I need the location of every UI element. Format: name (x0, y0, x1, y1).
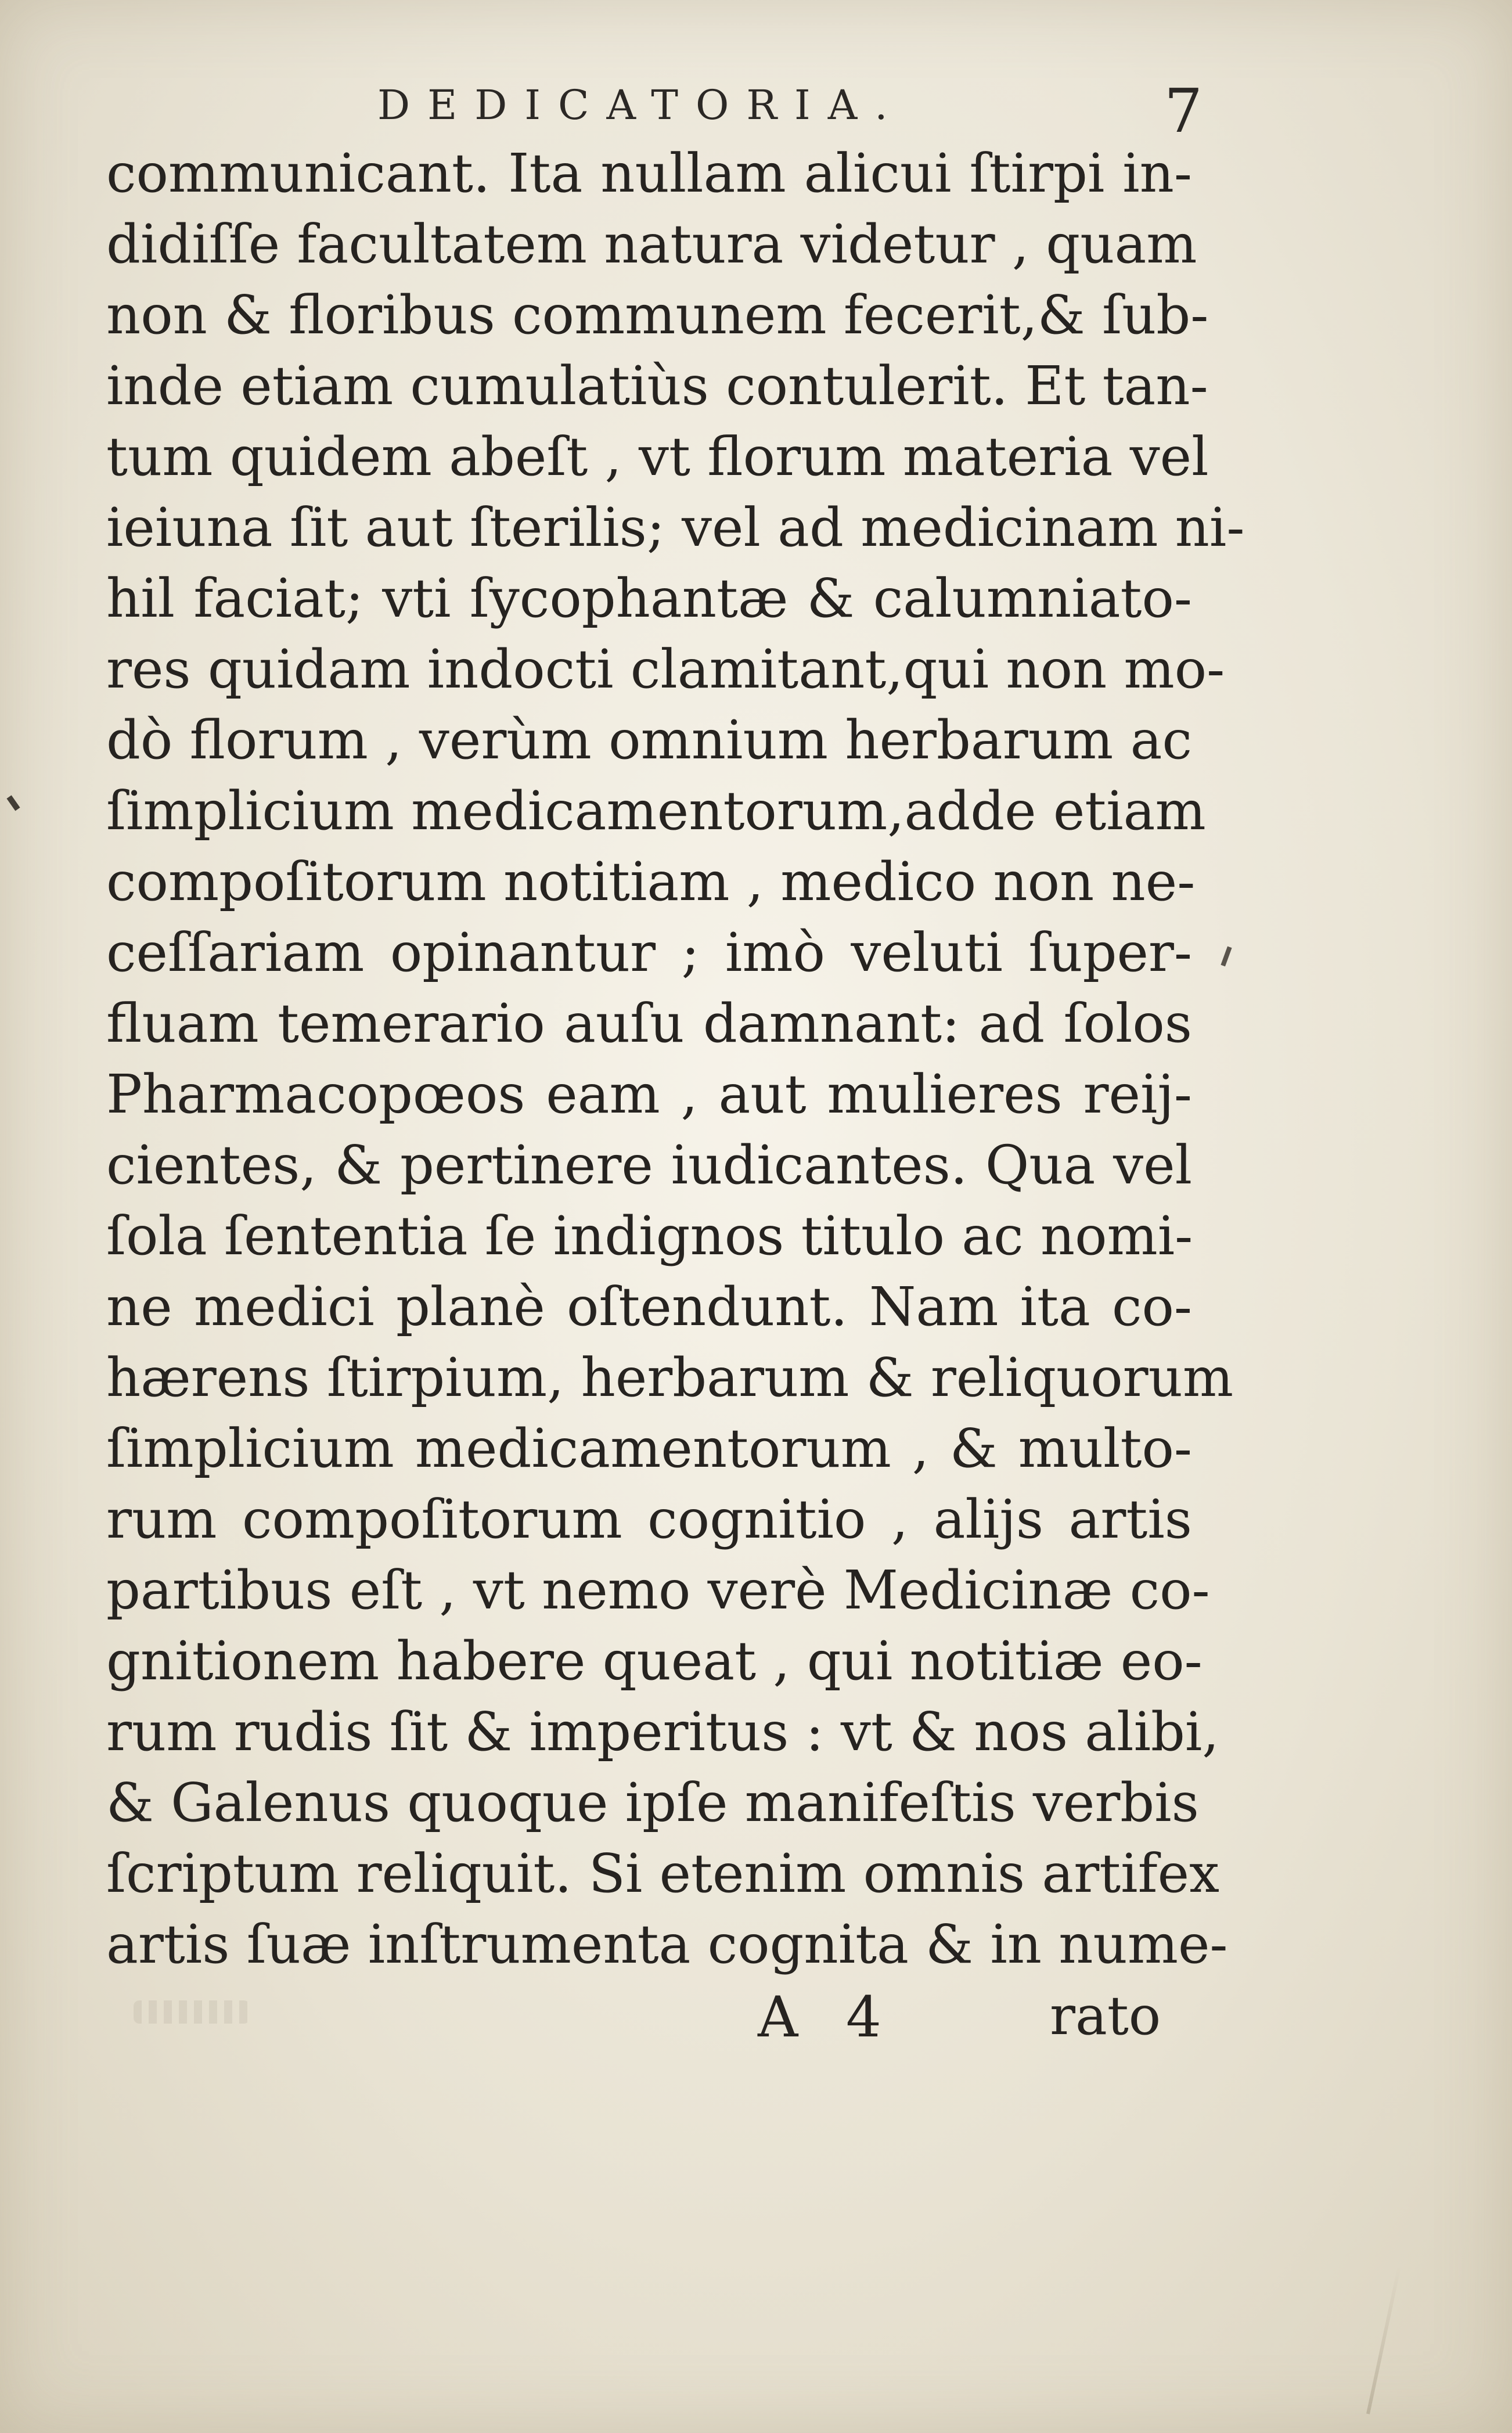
text-line: ſimplicium medicamentorum , & multo- (106, 1417, 1192, 1480)
text-line: & Galenus quoque ipſe manifeſtis verbis (106, 1772, 1199, 1834)
margin-mark (6, 795, 20, 811)
running-head: DEDICATORIA. (377, 81, 905, 129)
text-line: hil faciat; vti ſycophantæ & calumniato- (106, 567, 1192, 629)
text-line: partibus eſt , vt nemo verè Medicinæ co- (106, 1559, 1210, 1621)
page-number: 7 (1164, 75, 1203, 146)
text-line: hærens ſtirpium, herbarum & reliquorum (106, 1347, 1234, 1409)
catchword: rato (1050, 1985, 1161, 2047)
text-line: artis ſuæ inſtrumenta cognita & in nume- (106, 1913, 1228, 1975)
text-line: Pharmacopœos eam , aut mulieres reij- (106, 1063, 1192, 1125)
paper-crease (1366, 2266, 1401, 2414)
text-line: ſola ſententia ſe indignos titulo ac nomi- (106, 1205, 1193, 1267)
text-line: rum compoſitorum cognitio , alijs artis (106, 1488, 1192, 1550)
ink-show-through (134, 2000, 250, 2024)
text-line: ſimplicium medicamentorum,adde etiam (106, 780, 1206, 842)
text-line: ieiuna ſit aut ſterilis; vel ad medicinam ni- (106, 496, 1245, 559)
text-line: communicant. Ita nullam alicui ſtirpi in- (106, 142, 1192, 204)
signature-mark: A 4 (758, 1985, 897, 2050)
text-line: tum quidem abeſt , vt florum materia vel (106, 426, 1209, 488)
text-line: non & floribus communem fecerit,& ſub- (106, 284, 1209, 346)
margin-mark (1221, 946, 1232, 967)
text-line: gnitionem habere queat , qui notitiæ eo- (106, 1630, 1203, 1692)
text-line: ſcriptum reliquit. Si etenim omnis artifex (106, 1842, 1219, 1905)
text-line: ceſſariam opinantur ; imò veluti ſuper- (106, 922, 1192, 984)
text-line: didiſſe facultatem natura videtur , quam (106, 213, 1197, 275)
text-line: rum rudis ſit & imperitus : vt & nos alibi, (106, 1701, 1219, 1763)
text-line: ne medici planè oſtendunt. Nam ita co- (106, 1276, 1192, 1338)
text-line: fluam temerario auſu damnant: ad ſolos (106, 992, 1192, 1054)
text-line: dò florum , verùm omnium herbarum ac (106, 709, 1192, 771)
text-line: compoſitorum notitiam , medico non ne- (106, 851, 1196, 913)
body-text (106, 138, 1245, 1980)
text-line: cientes, & pertinere iudicantes. Qua vel (106, 1134, 1192, 1196)
text-line: res quidam indocti clamitant,qui non mo- (106, 638, 1225, 700)
text-line: inde etiam cumulatiùs contulerit. Et tan- (106, 355, 1208, 417)
